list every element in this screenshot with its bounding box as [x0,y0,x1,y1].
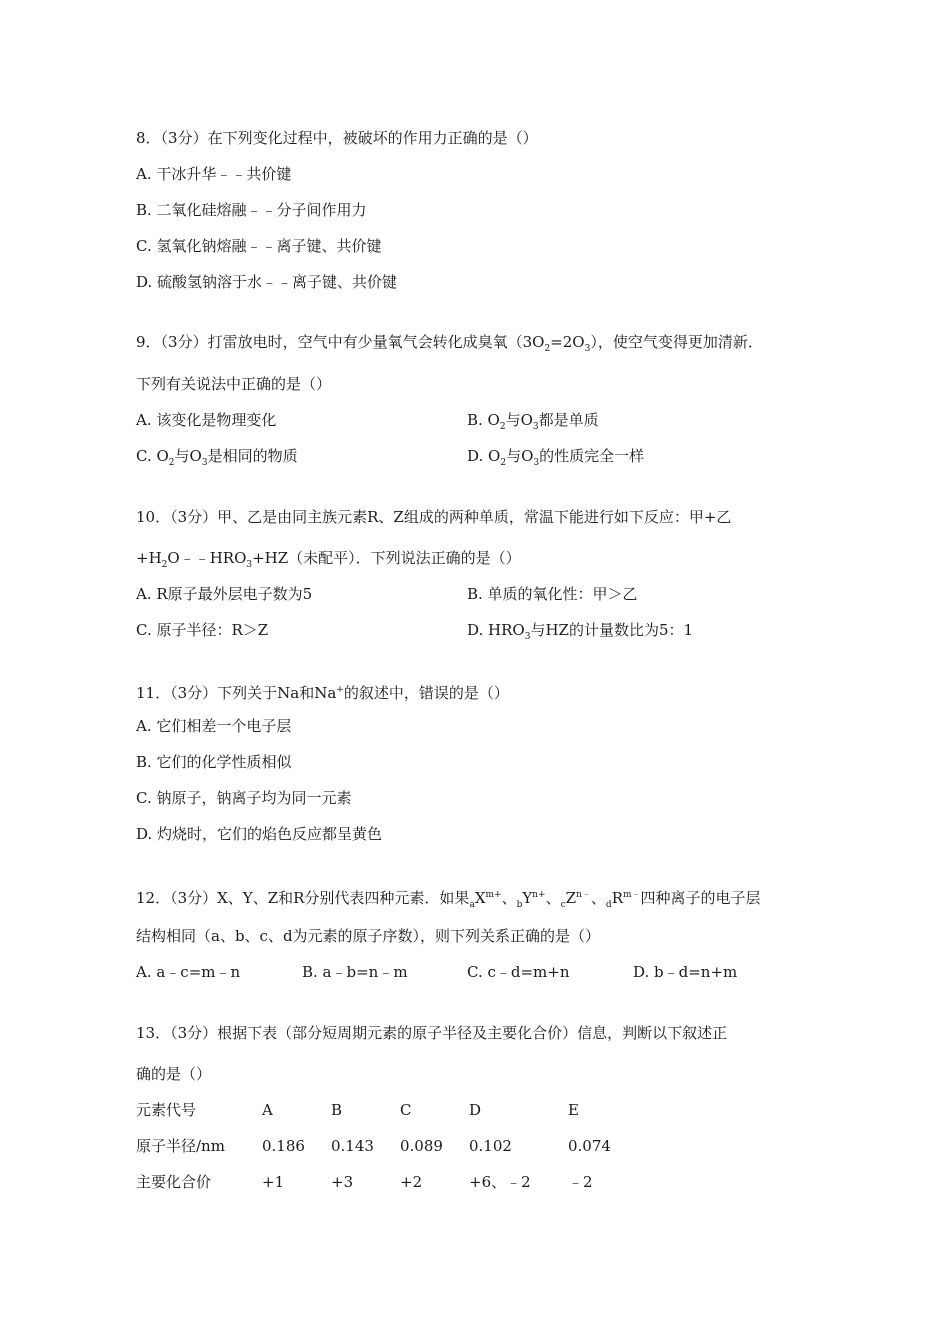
table-cell: 0.089 [400,1137,443,1155]
q10-option-c: C. 原子半径：R＞Z [136,621,269,639]
table-cell: 主要化合价 [136,1173,212,1191]
table-cell: E [568,1101,579,1119]
table-cell: 0.186 [262,1137,305,1155]
q11-option-b: B. 它们的化学性质相似 [136,753,292,771]
table-cell: 原子半径/nm [136,1137,225,1155]
q12-option-c: C. c﹣d=m+n [467,963,570,981]
q12-option-d: D. b﹣d=n+m [633,963,738,981]
q13-stem-line2: 确的是（） [136,1065,212,1083]
q9-option-b: B. $O_2$与$O_3$都是单质 [467,411,599,432]
q8-option-c: C. 氢氧化钠熔融﹣﹣离子键、共价键 [136,237,382,255]
table-cell: +6、﹣2 [469,1173,531,1191]
table-cell: ﹣2 [568,1173,593,1191]
q12-stem-line2: 结构相同（a、b、c、d为元素的原子序数），则下列关系正确的是（） [136,927,601,945]
q8-stem: 8．（3分）在下列变化过程中，被破坏的作用力正确的是（） [136,129,538,147]
table-cell: 0.102 [469,1137,512,1155]
q10-stem-line1: 10．（3分）甲、乙是由同主族元素R、Z组成的两种单质，常温下能进行如下反应：甲+乙 [136,508,732,526]
q10-option-d: D. $HRO_3$与HZ的计量数比为5：1 [467,621,694,642]
q11-stem: 11．（3分）下列关于Na和Na+的叙述中，错误的是（） [136,684,509,702]
q11-option-d: D. 灼烧时，它们的焰色反应都呈黄色 [136,825,383,843]
table-cell: B [331,1101,343,1119]
table-cell: +2 [400,1173,423,1191]
q11-option-c: C. 钠原子，钠离子均为同一元素 [136,789,352,807]
q9-option-c: C. $O_2$与$O_3$是相同的物质 [136,447,298,468]
table-cell: 0.074 [568,1137,611,1155]
table-cell: 0.143 [331,1137,374,1155]
table-cell: +3 [331,1173,354,1191]
q11-option-a: A. 它们相差一个电子层 [136,717,292,735]
q13-stem-line1: 13．（3分）根据下表（部分短周期元素的原子半径及主要化合价）信息，判断以下叙述正 [136,1024,728,1042]
q9-stem-line2: 下列有关说法中正确的是（） [136,375,332,393]
q12-option-b: B. a﹣b=n﹣m [302,963,408,981]
q8-option-a: A. 干冰升华﹣﹣共价键 [136,165,292,183]
q9-option-d: D. $O_2$与$O_3$的性质完全一样 [467,447,645,468]
table-cell: D [469,1101,482,1119]
q12-option-a: A. a﹣c=m﹣n [136,963,241,981]
q10-stem-line2: $+H_2O﹣﹣HRO_3+HZ$（未配平）．下列说法正确的是（） [136,549,521,570]
table-cell: 元素代号 [136,1101,197,1119]
q8-option-d: D. 硫酸氢钠溶于水﹣﹣离子键、共价键 [136,273,398,291]
q10-option-b: B. 单质的氧化性：甲＞乙 [467,585,638,603]
table-cell: C [400,1101,412,1119]
q10-option-a: A. R原子最外层电子数为5 [136,585,313,603]
q9-option-a: A. 该变化是物理变化 [136,411,277,429]
q8-option-b: B. 二氧化硅熔融﹣﹣分子间作用力 [136,201,367,219]
q12-stem-line1: 12．（3分）X、Y、Z和R分别代表四种元素．如果$_aX^{m+}$、$_bY^{n+}$、$_cZ^{n﹣}$、$_dR^{m﹣}$四种离子的电子层 [136,889,761,910]
table-cell: A [262,1101,273,1119]
table-cell: +1 [262,1173,285,1191]
q9-stem-line1: 9．（3分）打雷放电时，空气中有少量氧气会转化成臭氧$(3O_2=2O_3)$，使空气变得更加清新． [136,333,763,354]
